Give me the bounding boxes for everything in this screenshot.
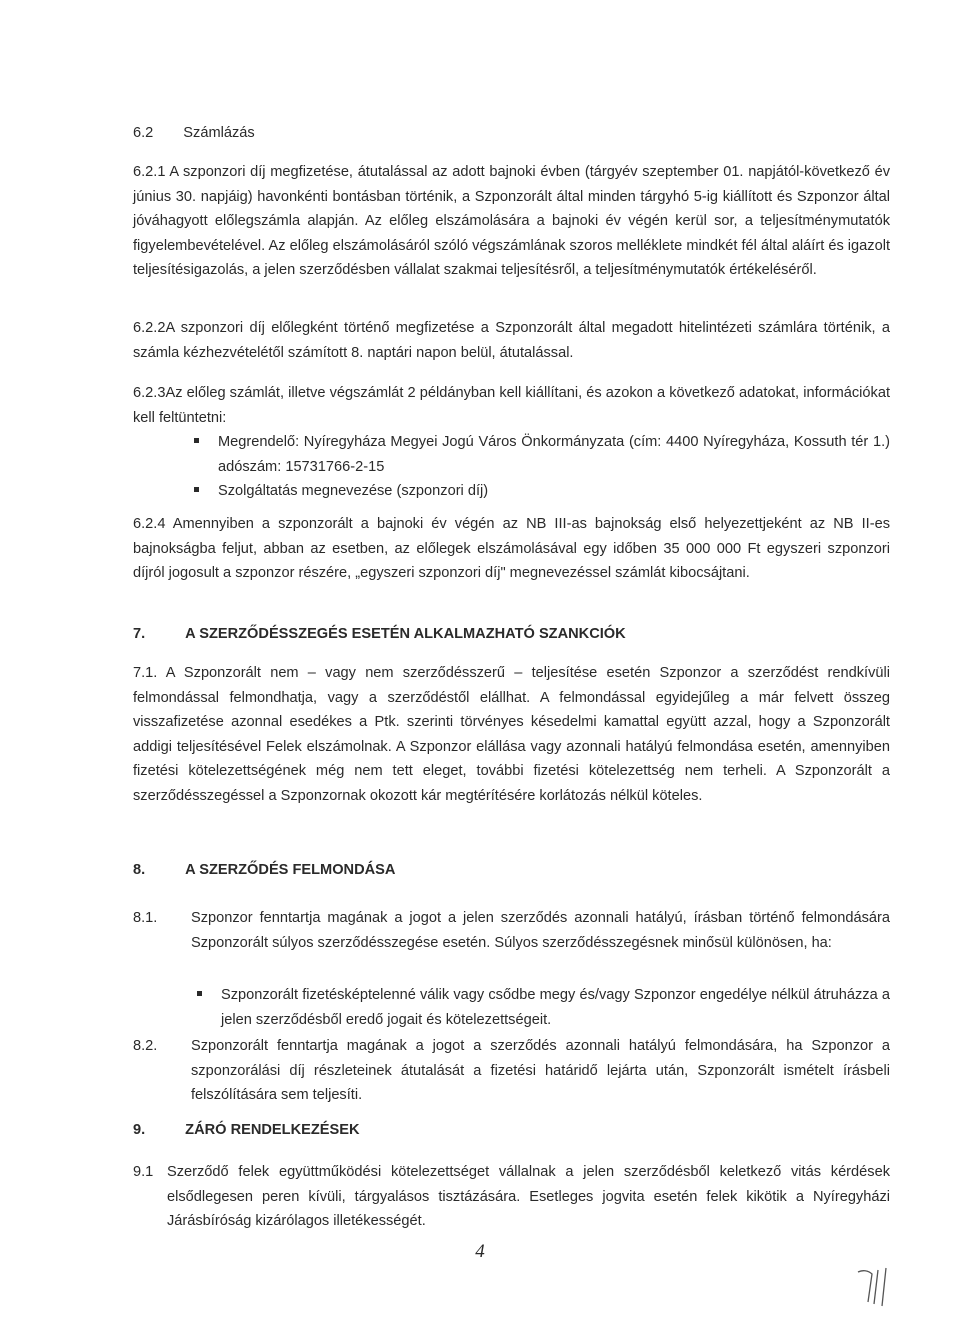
handwritten-initials [852,1262,902,1321]
bullet-list-8-1 [221,983,890,1032]
paragraph-text: 6.2.4 Amennyiben a szponzorált a bajnoki év végén az NB III-as bajnokság első helyezettjeként az NB II-es bajnokságba feljut, abban az esetben, az előlegek elszámolásával egy időben 35 000 000 Ft egyszeri szponzori díjról jogosult a szponzor részére, „egyszeri szponzori díj" megnevezéssel számlát kibocsájtani. [133,516,890,581]
section-9-heading [133,1118,890,1143]
paragraph-text: Szponzorált fenntartja magának a jogot a szerződés azonnali hatályú felmondására, ha Szponzor a szponzorálási díj részleteinek átutalását a fizetési határidő lejárta után, Szponzorált ismételt írásbeli felszólítására sem teljesíti. [191,1038,890,1103]
paragraph-6-2-4 [133,512,890,586]
paragraph-6-2-2 [133,316,890,365]
list-item-text: Megrendelő: Nyíregyháza Megyei Jogú Város Önkormányzata (cím: 4400 Nyíregyháza, Kossuth tér 1.) adószám: 15731766-2-15 [218,434,890,475]
list-item [218,479,890,504]
section-8-heading [133,858,890,883]
bullet-list-6-2-3 [218,430,890,504]
paragraph-6-2-1 [133,160,890,283]
page-number: 4 [475,1241,485,1262]
paragraph-text: 6.2.2A szponzori díj előlegként történő megfizetése a Szponzorált által megadott hitelintézeti számlára történik, a számla kézhezvételétől számított 8. naptári napon belül, átutalással. [133,320,890,361]
paragraph-text: 6.2.3Az előleg számlát, illetve végszámlát 2 példányban kell kiállítani, és azokon a következő adatokat, információkat kell feltüntetni: [133,385,890,426]
section-number: 9. [133,1122,146,1138]
list-item-text: Szponzorált fizetésképtelenné válik vagy csődbe megy és/vagy Szponzor engedélye nélkül átruházza a jelen szerződésből eredő jogait és kötelezettségeit. [221,987,890,1028]
section-title: Számlázás [183,125,255,141]
paragraph-8-2 [133,1034,890,1108]
section-number: 7. [133,626,146,642]
paragraph-text: 7.1. A Szponzorált nem – vagy nem szerződésszerű – teljesítése esetén Szponzor a szerződést rendkívüli felmondással felmondhatja, vagy a szerződéstől elállhat. A felmondással egyidejűleg a már felvett összeg visszafizetése azonnal esedékes a Ptk. szerinti törvényes késedelmi kamattal együtt azzal, hogy a Szponzorált addigi teljesítésével Felek elszámolnak. A Szponzor elállása vagy azonnali hatályú felmondása esetén, amennyiben fizetési kötelezettségének még nem tett eleget, további fizetési kötelezettség nem terheli. A Szponzorált a szerződésszegéssel a Szponzornak okozott kár megtérítésére korlátozás nélkül köteles. [133,665,890,804]
section-title: A SZERZŐDÉS FELMONDÁSA [185,862,396,878]
paragraph-text: 6.2.1 A szponzori díj megfizetése, átutalással az adott bajnoki évben (tárgyév szeptember 01. napjától-következő év június 30. napjáig) havonkénti bontásban történik, a Szponzorált által minden tárgyhó 5-ig kiállított és Szponzor által jóváhagyott előlegszámla alapján. Az előleg elszámolására a bajnoki év végén kerül sor, a teljesítménymutatók figyelembevételével. Az előleg elszámolásáról szóló végszámlának szoros melléklete mindkét fél által aláírt és igazolt teljesítésigazolás, a jelen szerződésben vállalat szakmai teljesítésről, a teljesítménymutatók értékeléséről. [133,164,890,278]
paragraph-8-1 [133,906,890,955]
paragraph-6-2-3 [133,381,890,430]
section-number: 8. [133,862,146,878]
section-7-heading [133,622,890,647]
paragraph-text: Szerződő felek együttműködési kötelezettséget vállalnak a jelen szerződésből keletkező vitás kérdések elsődlegesen peren kívüli, tárgyalásos tisztázására. Esetleges jogvita esetén felek kikötik a Nyíregyházi Járásbíróság kizárólagos illetékességét. [167,1164,890,1229]
initials-scribble-icon [852,1262,902,1312]
section-number: 6.2 [133,125,154,141]
list-item [221,983,890,1032]
paragraph-7-1 [133,661,890,808]
bullet-square-icon [194,438,199,443]
paragraph-number: 9.1 [133,1164,154,1180]
paragraph-number: 8.2. [133,1038,158,1054]
section-title: ZÁRÓ RENDELKEZÉSEK [185,1122,360,1138]
paragraph-number: 8.1. [133,910,158,926]
list-item-text: Szolgáltatás megnevezése (szponzori díj) [218,483,489,499]
bullet-square-icon [197,991,202,996]
bullet-square-icon [194,487,199,492]
paragraph-text: Szponzor fenntartja magának a jogot a jelen szerződés azonnali hatályú, írásban történő felmondására Szponzorált súlyos szerződésszegése esetén. Súlyos szerződésszegésnek minősül különösen, ha: [191,910,890,951]
list-item [218,430,890,479]
section-title: A SZERZŐDÉSSZEGÉS ESETÉN ALKALMAZHATÓ SZANKCIÓK [185,626,626,642]
section-6-2-heading [133,121,890,146]
paragraph-9-1 [133,1160,890,1234]
